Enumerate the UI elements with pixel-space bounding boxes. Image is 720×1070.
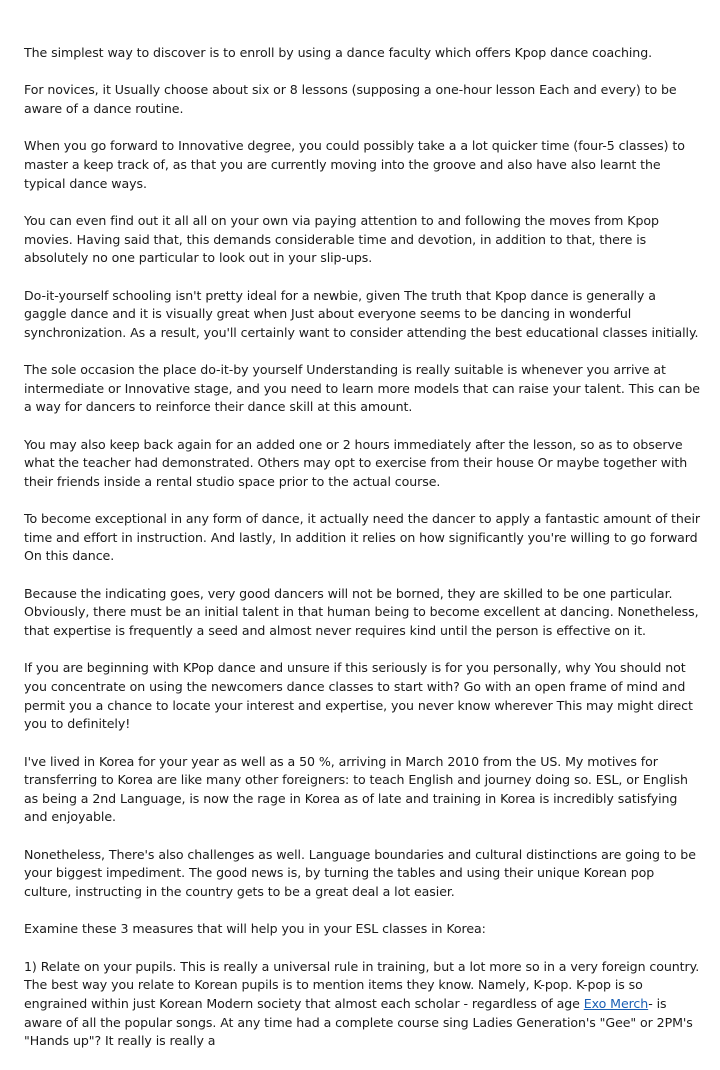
paragraph-12: Nonetheless, There's also challenges as well. Language boundaries and cultural distinctions are going to be your biggest impediment. The good news is, by turning the tables and using their unique Korean pop culture, instructing in the country gets to be a great deal a lot easier. xyxy=(24,846,696,899)
paragraph-10: If you are beginning with KPop dance and unsure if this seriously is for you personally, why You should not you concentrate on using the newcomers dance classes to start with? Go with an open frame of mind and permit you a chance to locate your interest and expertise, you never know wherever This may might direct you to definitely! xyxy=(24,660,693,732)
paragraph-1: The simplest way to discover is to enroll by using a dance faculty which offers Kpop dance coaching. xyxy=(24,45,653,60)
paragraph-14-text-after-link: - is aware of all the popular songs. At any time had a complete course sing Ladies Generation's "Gee" or 2PM's "Hands up"? It really is really a xyxy=(24,995,693,1049)
paragraph-6: The sole occasion the place do-it-by yourself Understanding is really suitable is whenever you arrive at intermediate or Innovative stage, and you need to learn more models that can raise your talent. This can be a way for dancers to reinforce their dance skill at this amount. xyxy=(24,362,700,415)
paragraph-7: You may also keep back again for an added one or 2 hours immediately after the lesson, so as to observe what the teacher had demonstrated. Others may opt to exercise from their house Or maybe together with their friends inside a rental studio space prior to the actual course. xyxy=(24,436,688,489)
paragraph-8: To become exceptional in any form of dance, it actually need the dancer to apply a fantastic amount of their time and effort in instruction. And lastly, In addition it relies on how significantly you're willing to go forward On this dance. xyxy=(24,511,700,564)
paragraph-14-text-before-link: 1) Relate on your pupils. This is really a universal rule in training, but a lot more so in a very foreign country. The best way you relate to Korean pupils is to mention items they know. Namely, K-pop. K-pop is so engrained within just Korean Modern society that almost each scholar - regardless of age xyxy=(24,958,700,1011)
paragraph-13: Examine these 3 measures that will help you in your ESL classes in Korea: xyxy=(24,921,486,937)
paragraph-14 xyxy=(24,958,700,1051)
paragraph-11: I've lived in Korea for your year as well as a 50 %, arriving in March 2010 from the US. My motives for transferring to Korea are like many other foreigners: to teach English and journey doing so. ESL, or English as being a 2nd Language, is now the rage in Korea as of late and training in Korea is incredibly satisfying and enjoyable. xyxy=(24,753,688,825)
paragraph-9: Because the indicating goes, very good dancers will not be borned, they are skilled to be one particular. Obviously, there must be an initial talent in that human being to become excellent at dancing. Nonetheless, that expertise is frequently a seed and almost never requires kind until the person is effective on it. xyxy=(24,585,699,639)
exo-merch-link[interactable]: Exo Merch xyxy=(583,995,649,1011)
paragraph-2: For novices, it Usually choose about six or 8 lessons (supposing a one-hour lesson Each and every) to be aware of a dance routine. xyxy=(24,82,677,116)
article-body xyxy=(24,44,700,1070)
paragraph-3: When you go forward to Innovative degree, you could possibly take a a lot quicker time (four-5 classes) to master a keep track of, as that you are currently moving into the groove and also have also learnt the typical dance ways. xyxy=(24,138,685,191)
paragraph-5: Do-it-yourself schooling isn't pretty ideal for a newbie, given The truth that Kpop dance is generally a gaggle dance and it is visually great when Just about everyone seems to be dancing in wonderful synchronization. As a result, you'll certainly want to consider attending the best educational classes initially. xyxy=(24,287,699,340)
paragraph-4: You can even find out it all all on your own via paying attention to and following the moves from Kpop movies. Having said that, this demands considerable time and devotion, in addition to that, there is absolutely no one particular to look out in your slip-ups. xyxy=(24,212,659,266)
